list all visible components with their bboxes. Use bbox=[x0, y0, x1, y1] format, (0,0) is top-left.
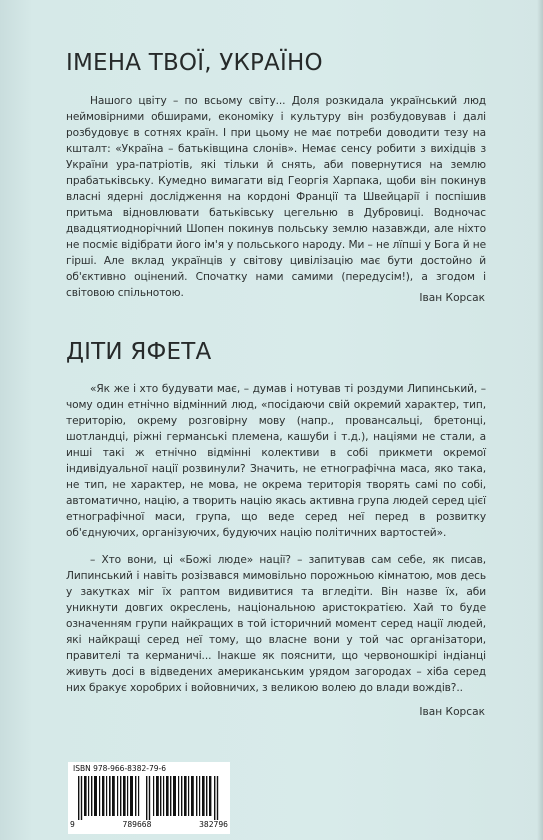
cover-edge-shadow bbox=[537, 0, 543, 840]
barcode-digit-group-right: 382796 bbox=[199, 820, 228, 829]
section-paragraph-names: Нашого цвіту – по всьому світу... Доля розкидала український люд неймовірними обширами, економіку і культуру він розбудовував і далі розбудовує в сотнях країн. І при цьому не має потреби доводити тезу на кшталт: «Україна – батьківщина слонів». Немає сенсу робити з вихідців з України ура-патріотів, які тільки й снять, аби повернутися на землю прабатьківську. Кумедно вимагати від Георгія Харпака, щоби він покинув власні ядерні дослідження на кордоні Франції та Швейцарії і поспішив притьма відновлювати батьківську цегельню в Дубровиці. Водночас двадцятиоднорічний Шопен покинув польську землю назавжди, але ніхто не посміє відібрати його ім'я у польського народу. Ми – не лїпші у Бога й не гірші. Але вклад українців у світову цивілізацію має бути достойно й об'єктивно оцінений. Спочатку нами самими (передусім!), а згодом і світовою спільнотою. bbox=[66, 95, 486, 299]
isbn-number: ISBN 978-966-8382-79-6 bbox=[73, 764, 166, 773]
barcode-digit-lead: 9 bbox=[70, 820, 75, 829]
section-paragraph-yafet-1: «Як же і хто будувати має, – думав і нотував ті роздуми Липинський, – чому один етнічно відмінний люд, «посідаючи свій окремий характер, тип, територію, окрему розговірну мову (напр., провансальці, бретонці, шотландці, ріжні германські племена, кашуби і т.д.), націями не стали, а инші такі ж етнічно відмінні колективи в собі прикмети окремої індивідуальної нації розвинули? Значить, не етнографічна маса, яко така, не тип, не характер, не мова, не окрема територія творять самі по собі, автоматично, націю, а творить націю якась активна група людей серед цієї етнографічної маси, група, що веде серед неї перед в розвитку об'єднуючих, організуючих, будуючих націю політичних вартостей». bbox=[66, 383, 486, 539]
section-title-names: ІМЕНА ТВОЇ, УКРАЇНО bbox=[66, 50, 323, 76]
section-paragraph-yafet-2: – Хто вони, ці «Божі люде» нації? – запитував сам себе, як писав, Липинський і навіть розізвався мимовільно порожньою кімнатою, мов десь у закутках міг їх раптом видивитися та вгледіти. Він назве їх, аби уникнути довгих окреслень, національною аристократією. Хай то буде означенням групи найкращих в той історичний момент серед нації людей, які найкращі серед неї тому, що власне вони у той час організатори, правителі та керманичі... Інакше як пояснити, що червоношкірі індіанці живуть досі в відведених американським урядом загородах – хіба серед них бракує хоробрих і войовничих, з великою волею до влади вождів?.. bbox=[66, 554, 486, 694]
barcode-digits bbox=[70, 820, 228, 829]
barcode-digit-group-left: 789668 bbox=[122, 820, 152, 829]
barcode-bars bbox=[78, 776, 220, 820]
author-signature: Іван Корсак bbox=[419, 706, 485, 718]
section-title-yafet: ДІТИ ЯФЕТА bbox=[66, 339, 212, 365]
author-signature: Іван Корсак bbox=[419, 292, 485, 304]
barcode-label bbox=[68, 762, 230, 834]
